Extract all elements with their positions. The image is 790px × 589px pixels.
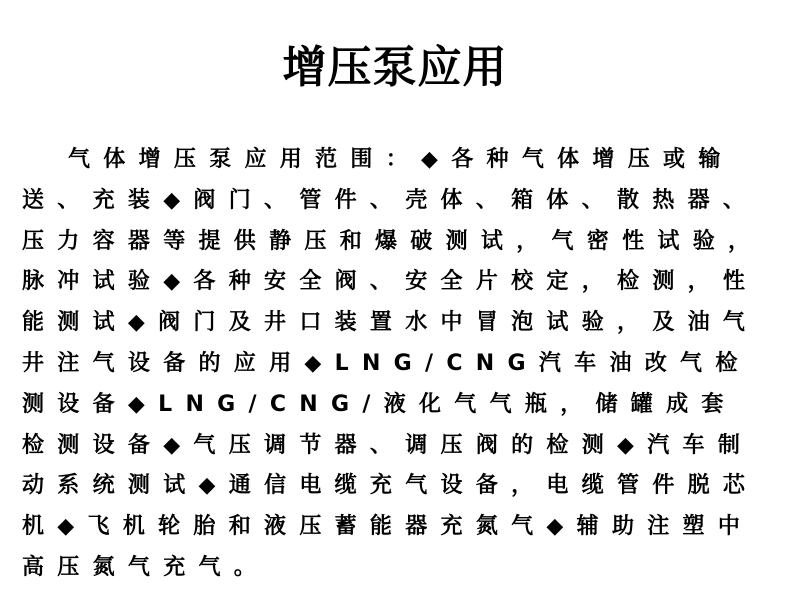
body-paragraph: 气体增压泵应用范围：◆各种气体增压或输送、充装◆阀门、管件、壳体、箱体、散热器、压力容器等提供静压和爆破测试，气密性试验，脉冲试验◆各种安全阀、安全片校定，检测，性能测试◆阀门及井口装置水中冒泡试验，及油气井注气设备的应用◆LNG/CNG汽车油改气检测设备◆LNG/CNG/液化气气瓶，储罐成套检测设备◆气压调节器、调压阀的检测◆汽车制动系统测试◆通信电缆充气设备，电缆管件脱芯机◆飞机轮胎和液压蓄能器充氮气◆辅助注塑中高压氮气充气。 [22, 147, 764, 580]
page-title: 增压泵应用 [282, 42, 508, 93]
